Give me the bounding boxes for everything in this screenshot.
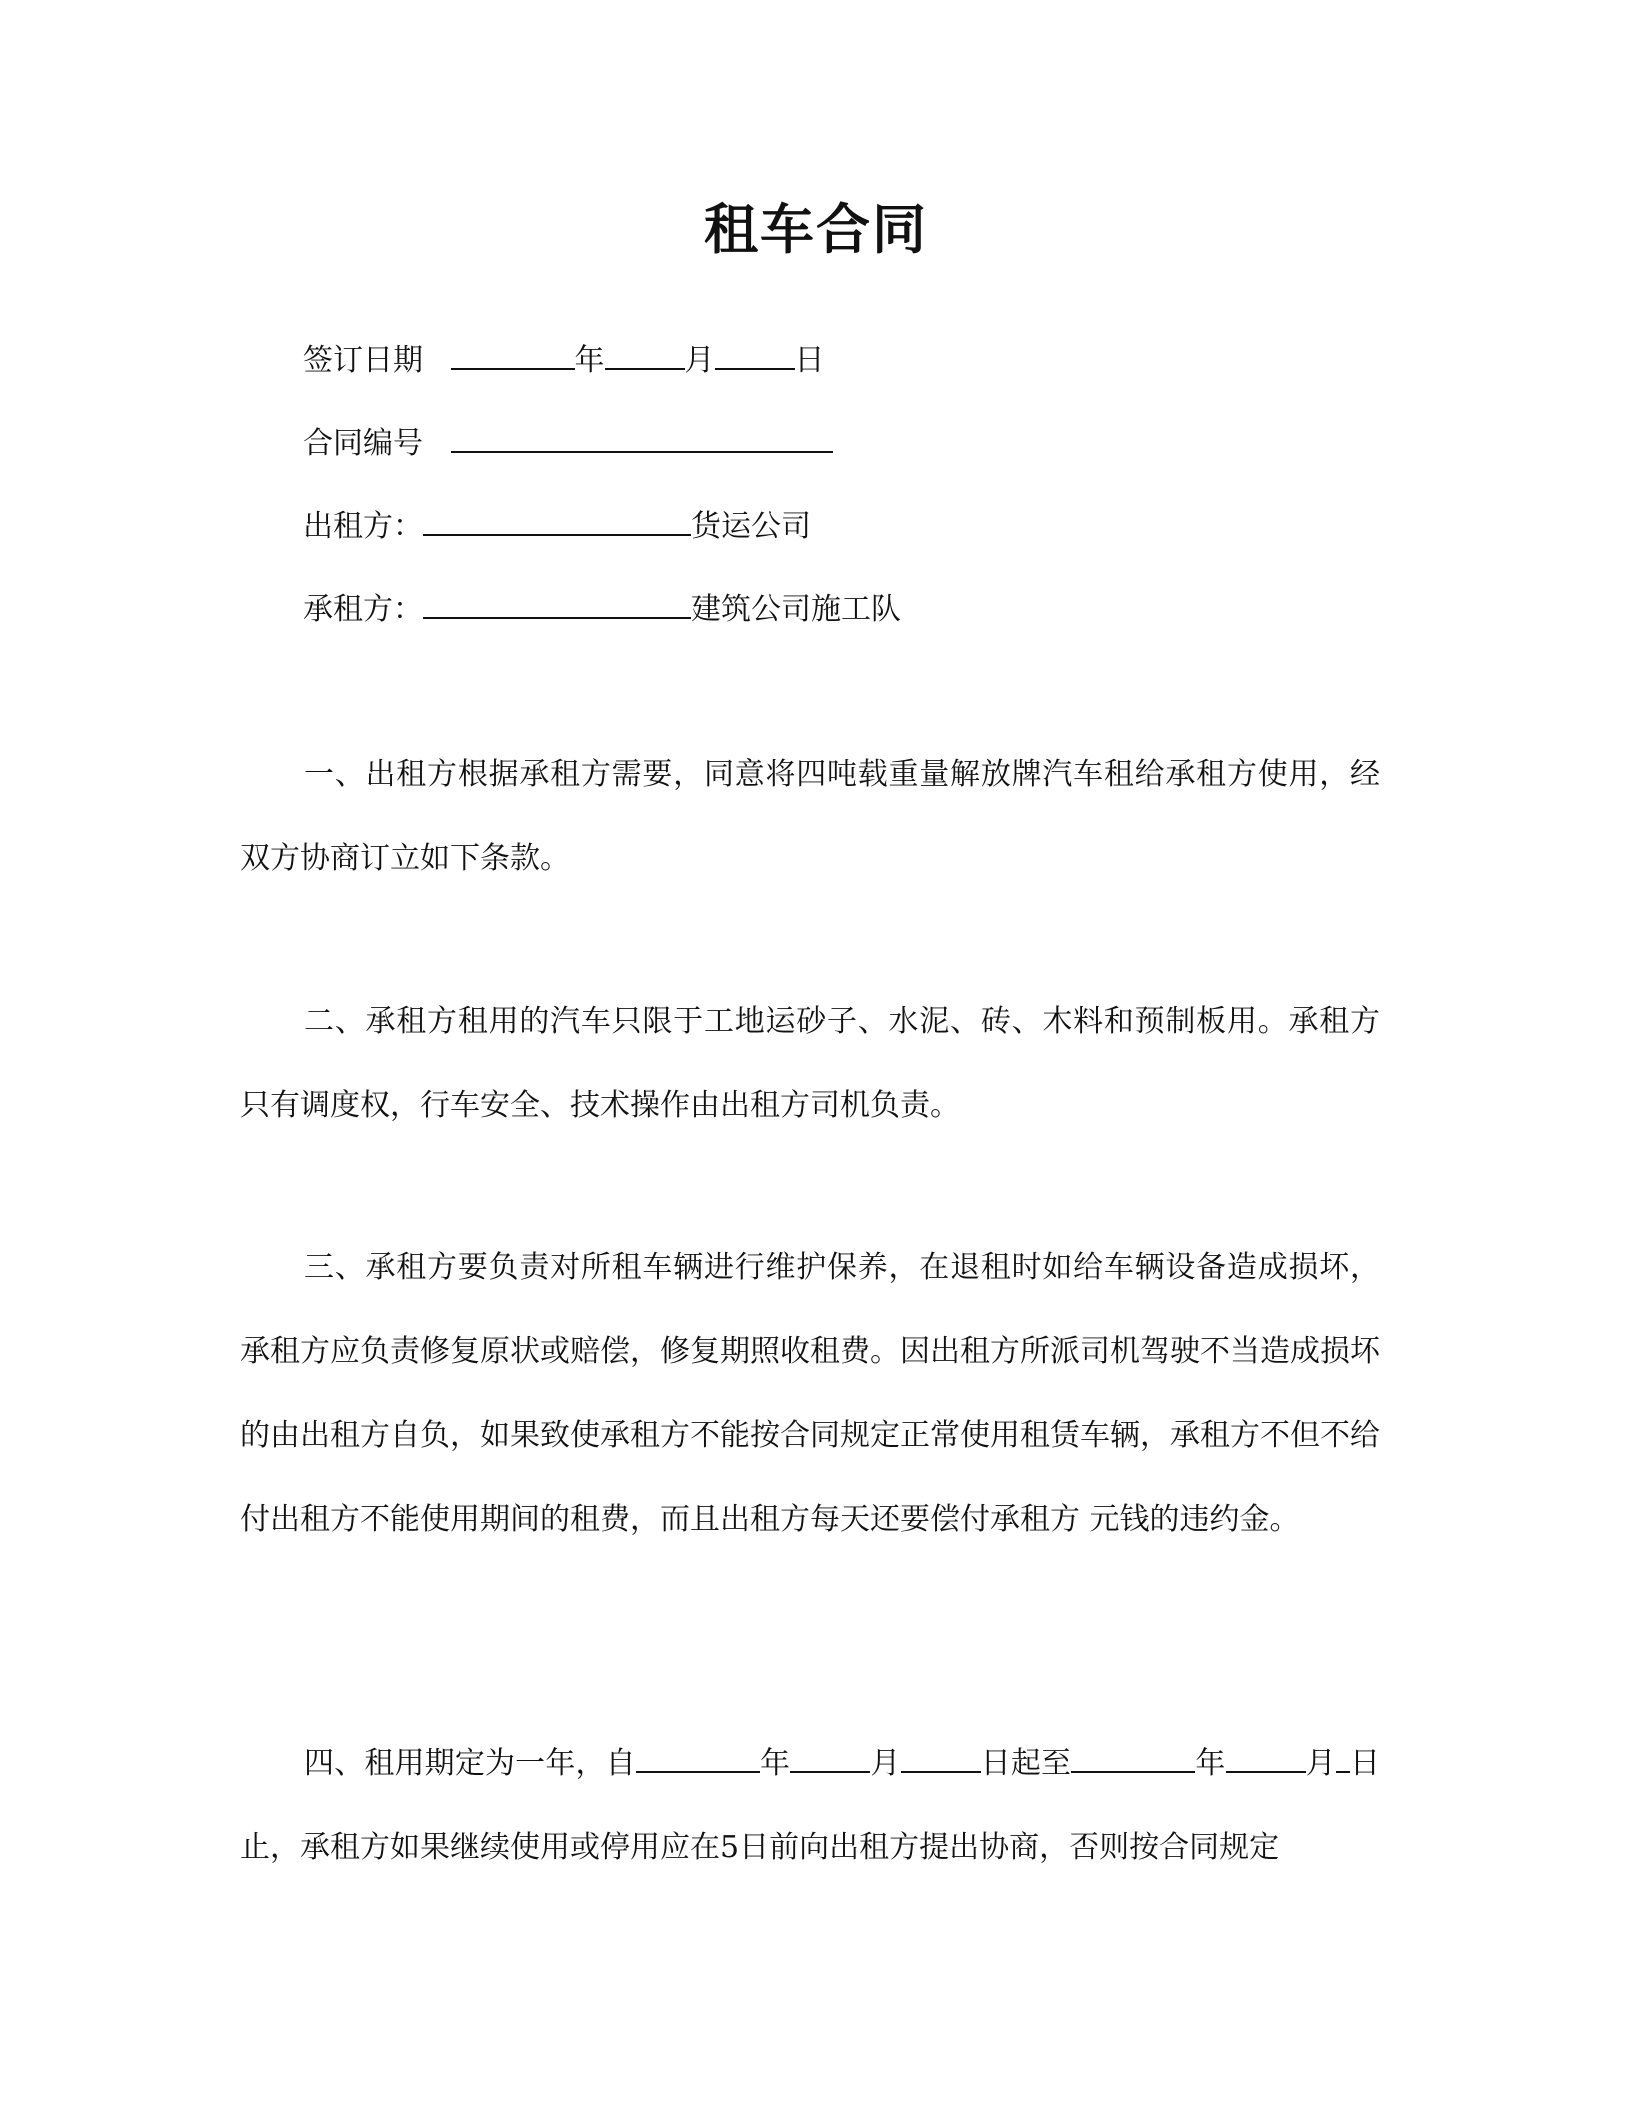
lessor-name-blank — [423, 504, 691, 536]
signing-month-label: 月 — [684, 343, 715, 378]
start-month-label: 月 — [870, 1746, 901, 1781]
signing-date-field — [303, 338, 825, 383]
clause-4-lead: 四、租用期定为一年，自 — [304, 1746, 636, 1781]
start-day-label: 日起至 — [980, 1746, 1072, 1781]
lessee-field — [303, 587, 901, 632]
contract-number-label: 合同编号 — [303, 426, 423, 461]
start-month-blank — [790, 1741, 870, 1773]
signing-month-blank — [605, 338, 685, 370]
contract-number-field — [303, 421, 833, 466]
lessor-label: 出租方： — [303, 509, 423, 544]
clause-4 — [240, 1722, 1380, 1890]
end-month-label: 月 — [1305, 1746, 1336, 1781]
contract-number-blank — [451, 421, 833, 453]
clause-1: 一、出租方根据承租方需要，同意将四吨载重量解放牌汽车租给承租方使用，经双方协商订立如下条款。 — [240, 757, 1380, 876]
signing-year-blank — [451, 338, 575, 370]
lessor-field — [303, 504, 811, 549]
signing-day-label: 日 — [794, 343, 825, 378]
signing-year-label: 年 — [574, 343, 605, 378]
end-day-blank — [1336, 1741, 1350, 1773]
start-day-blank — [901, 1741, 981, 1773]
clause-4-rest: 日止，承租方如果继续使用或停用应在5日前向出租方提出协商，否则按合同规定 — [240, 1746, 1381, 1865]
lessee-suffix: 建筑公司施工队 — [691, 592, 901, 627]
lessee-name-blank — [423, 587, 691, 619]
start-year-label: 年 — [759, 1746, 791, 1781]
lessor-suffix: 货运公司 — [691, 509, 811, 544]
end-month-blank — [1226, 1741, 1306, 1773]
end-year-blank — [1071, 1741, 1195, 1773]
clause-3: 三、承租方要负责对所租车辆进行维护保养，在退租时如给车辆设备造成损坏，承租方应负责修复原状或赔偿，修复期照收租费。因出租方所派司机驾驶不当造成损坏的由出租方自负，如果致使承租方不能按合同规定正常使用租赁车辆，承租方不但不给付出租方不能使用期间的租费，而且出租方每天还要偿付承租方 元钱的违约金。 — [240, 1250, 1380, 1537]
end-year-label: 年 — [1195, 1746, 1226, 1781]
lessee-label: 承租方： — [303, 592, 423, 627]
clause-2: 二、承租方租用的汽车只限于工地运砂子、水泥、砖、木料和预制板用。承租方只有调度权，行车安全、技术操作由出租方司机负责。 — [240, 1004, 1380, 1123]
document-title: 租车合同 — [704, 198, 928, 261]
signing-date-label: 签订日期 — [303, 343, 423, 378]
start-year-blank — [636, 1741, 760, 1773]
signing-day-blank — [715, 338, 795, 370]
